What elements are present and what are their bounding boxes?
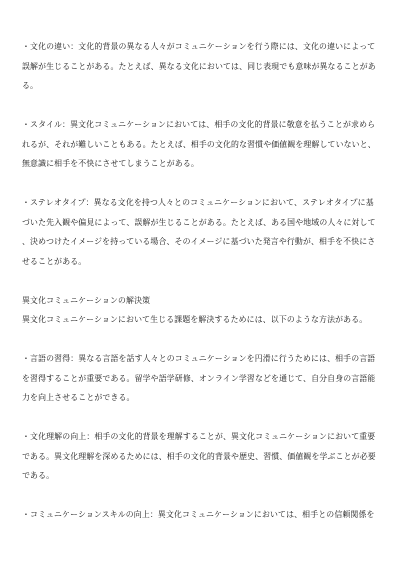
text-line: 誤解が生じることがある。たとえば、異なる文化においては、同じ表現でも意味が異なることがあ: [22, 61, 376, 71]
text-line: せることがある。: [22, 256, 87, 266]
text-line: ・文化理解の向上：相手の文化的背景を理解することが、異文化コミュニケーションにおいて重要: [22, 432, 376, 441]
text-line: を習得することが重要である。留学や語学研修、オンライン学習などを通じて、自分自身の言語能: [22, 373, 376, 383]
paragraph-language-learning: [22, 349, 392, 408]
text-line: である。: [22, 471, 55, 480]
text-line: である。異文化理解を深めるためには、相手の文化的背景や歴史、習慣、価値観を学ぶことが必要: [22, 451, 376, 461]
paragraph-gap: [22, 174, 392, 194]
document-page: [22, 0, 392, 525]
text-line: 異文化コミュニケーションの解決策: [22, 295, 151, 305]
paragraph-solutions-heading: [22, 291, 392, 330]
text-line: ・ステレオタイプ：異なる文化を持つ人々とのコミュニケーションにおいて、ステレオタイプに基: [22, 198, 374, 207]
paragraph-gap: [22, 330, 392, 350]
paragraph-culture-difference: [22, 37, 392, 96]
paragraph-style: [22, 115, 392, 174]
paragraph-stereotype: [22, 193, 392, 271]
paragraph-gap: [22, 271, 392, 291]
text-line: ・文化の違い：文化的背景の異なる人々がコミュニケーションを行う際には、文化の違いによって: [22, 42, 376, 51]
text-line: 無意識に相手を不快にさせてしまうことがある。: [22, 159, 199, 168]
paragraph-cultural-understanding: [22, 427, 392, 486]
document-body: [22, 37, 392, 525]
text-line: 、決めつけたイメージを持っている場合、そのイメージに基づいた発言や行動が、相手を不快にさ: [22, 237, 376, 246]
paragraph-gap: [22, 486, 392, 506]
paragraph-gap: [22, 408, 392, 428]
paragraph-gap: [22, 96, 392, 116]
text-line: ・スタイル：異文化コミュニケーションにおいては、相手の文化的背景に敬意を払うことが求めら: [22, 120, 376, 129]
text-line: る。: [22, 81, 39, 90]
text-line: ・コミュニケーションスキルの向上：異文化コミュニケーションにおいては、相手との信頼関係を: [22, 510, 375, 519]
text-line: づいた先入観や偏見によって、誤解が生じることがある。たとえば、ある国や地域の人々に対して: [22, 217, 376, 227]
text-line: ・言語の習得：異なる言語を話す人々とのコミュニケーションを円滑に行うためには、相手の言語: [22, 354, 376, 363]
text-line: れるが、それが難しいこともある。たとえば、相手の文化的な習慣や価値観を理解していないと、: [22, 139, 376, 149]
paragraph-communication-skills: [22, 505, 392, 525]
text-line: 異文化コミュニケーションにおいて生じる課題を解決するためには、以下のような方法がある。: [22, 315, 368, 324]
text-line: 力を向上させることができる。: [22, 393, 135, 402]
